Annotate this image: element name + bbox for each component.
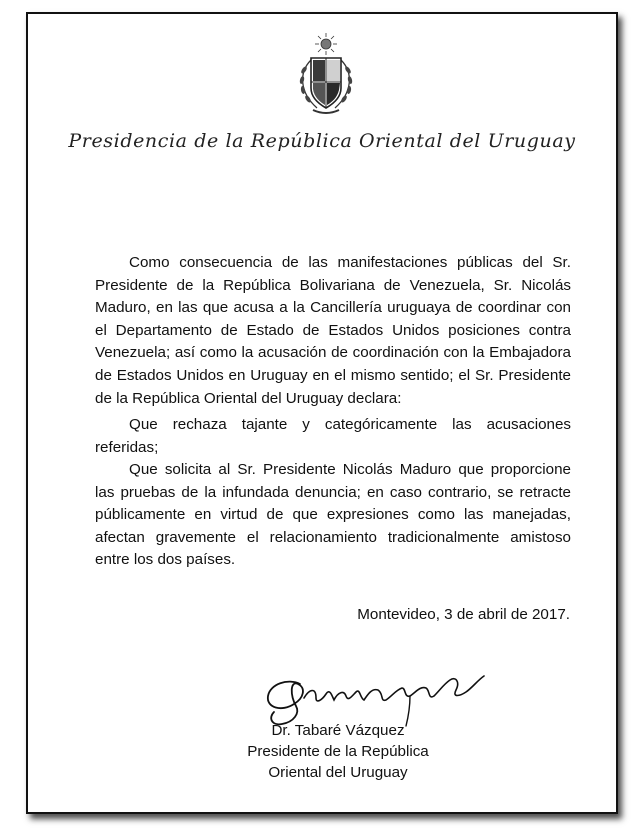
signatory-block bbox=[228, 720, 448, 783]
paragraph-rejection bbox=[95, 414, 571, 459]
handwritten-signature bbox=[260, 666, 490, 728]
signatory-title-line1: Presidente de la República bbox=[247, 743, 429, 760]
signatory-name: Dr. Tabaré Vázquez bbox=[271, 722, 405, 739]
paragraph-3: Que solicita al Sr. Presidente Nicolás Maduro que proporcione las pruebas de la infundada denuncia; en caso contrario, se retracte públicamente en virtud de que expresiones como las manejadas, afectan gravemente el relacionamiento tradicionalmente amistoso entre los dos países. bbox=[95, 461, 571, 569]
paragraph-request bbox=[95, 459, 571, 572]
paragraph-2: Que rechaza tajante y categóricamente las acusaciones referidas; bbox=[95, 416, 571, 456]
presidency-header: Presidencia de la República Oriental del Uruguay bbox=[68, 130, 576, 152]
letter-page bbox=[26, 12, 618, 814]
letter-date: Montevideo, 3 de abril de 2017. bbox=[357, 606, 570, 623]
coat-of-arms-icon bbox=[291, 32, 361, 120]
paragraph-statement-context bbox=[95, 252, 571, 410]
paragraph-1: Como consecuencia de las manifestaciones públicas del Sr. Presidente de la República Bolivariana de Venezuela, Sr. Nicolás Maduro, en las que acusa a la Cancillería uruguaya de coordinar con el Departamento de Estado de Estados Unidos posiciones contra Venezuela; así como la acusación de coordinación con la Embajadora de Estados Unidos en Uruguay en el mismo sentido; el Sr. Presidente de la República Oriental del Uruguay declara: bbox=[95, 254, 571, 407]
signatory-title-line2: Oriental del Uruguay bbox=[268, 764, 408, 781]
